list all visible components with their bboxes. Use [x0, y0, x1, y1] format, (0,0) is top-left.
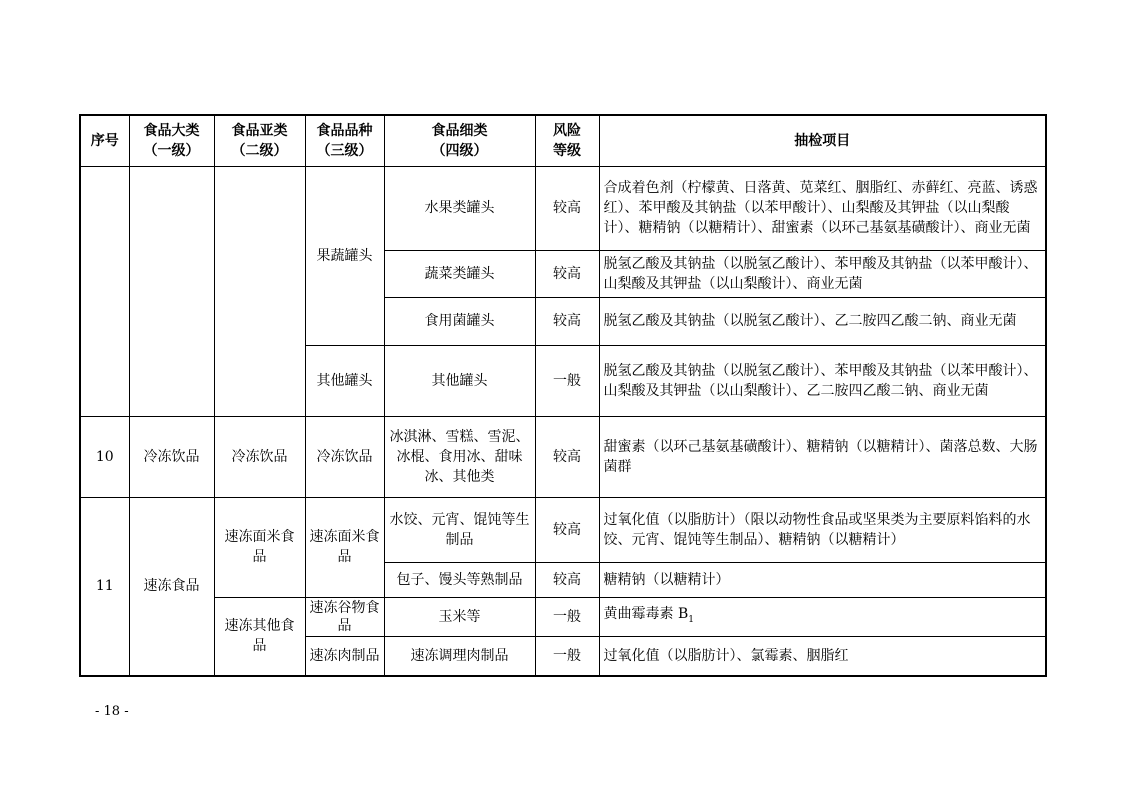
items-cell: 脱氢乙酸及其钠盐（以脱氢乙酸计）、苯甲酸及其钠盐（以苯甲酸计）、山梨酸及其钾盐（以山梨酸计）、商业无菌: [599, 250, 1046, 297]
cat2-cell: 速冻其他食品: [214, 597, 305, 676]
header-cat3: 食品品种 （三级）: [305, 115, 384, 166]
table-row: [80, 416, 1046, 497]
risk-cell: 一般: [535, 636, 599, 676]
items-cell: 合成着色剂（柠檬黄、日落黄、苋菜红、胭脂红、赤藓红、亮蓝、诱惑红）、苯甲酸及其钠盐（以苯甲酸计）、山梨酸及其钾盐（以山梨酸计）、糖精钠（以糖精计）、甜蜜素（以环己基氨基磺酸计）、商业无菌: [599, 166, 1046, 250]
items-cell: 脱氢乙酸及其钠盐（以脱氢乙酸计）、乙二胺四乙酸二钠、商业无菌: [599, 297, 1046, 345]
table-row: [80, 166, 1046, 250]
cat3-cell: 果蔬罐头: [305, 166, 384, 345]
header-seq: 序号: [80, 115, 129, 166]
items-cell: 过氧化值（以脂肪计）（限以动物性食品或坚果类为主要原料馅料的水饺、元宵、馄饨等生制品）、糖精钠（以糖精计）: [599, 497, 1046, 562]
table-row: [80, 497, 1046, 562]
cat4-cell: 其他罐头: [384, 345, 535, 416]
items-cell: 黄曲霉毒素 $B_1$: [599, 597, 1046, 636]
cat1-cell: [129, 166, 214, 416]
risk-cell: 较高: [535, 250, 599, 297]
table-row: [80, 597, 1046, 636]
items-cell: 甜蜜素（以环己基氨基磺酸计）、糖精钠（以糖精计）、菌落总数、大肠菌群: [599, 416, 1046, 497]
items-cell: 脱氢乙酸及其钠盐（以脱氢乙酸计）、苯甲酸及其钠盐（以苯甲酸计）、山梨酸及其钾盐（以山梨酸计）、乙二胺四乙酸二钠、商业无菌: [599, 345, 1046, 416]
header-risk: 风险 等级: [535, 115, 599, 166]
cat4-cell: 冰淇淋、雪糕、雪泥、冰棍、食用冰、甜味冰、其他类: [384, 416, 535, 497]
items-cell: 过氧化值（以脂肪计）、氯霉素、胭脂红: [599, 636, 1046, 676]
risk-cell: 较高: [535, 166, 599, 250]
cat4-cell: 蔬菜类罐头: [384, 250, 535, 297]
seq-cell: [80, 166, 129, 416]
cat3-cell: 速冻面米食品: [305, 497, 384, 597]
items-cell: 糖精钠（以糖精计）: [599, 562, 1046, 597]
cat1-cell: 速冻食品: [129, 497, 214, 676]
risk-cell: 一般: [535, 597, 599, 636]
header-cat1: 食品大类 （一级）: [129, 115, 214, 166]
risk-cell: 较高: [535, 562, 599, 597]
header-row: [80, 115, 1046, 166]
risk-cell: 较高: [535, 497, 599, 562]
cat3-cell: 速冻肉制品: [305, 636, 384, 676]
risk-cell: 较高: [535, 416, 599, 497]
cat2-cell: 速冻面米食品: [214, 497, 305, 597]
cat4-cell: 速冻调理肉制品: [384, 636, 535, 676]
cat2-cell: [214, 166, 305, 416]
cat3-cell: 其他罐头: [305, 345, 384, 416]
cat4-cell: 水果类罐头: [384, 166, 535, 250]
header-cat2: 食品亚类 （二级）: [214, 115, 305, 166]
cat2-cell: 冷冻饮品: [214, 416, 305, 497]
risk-cell: 较高: [535, 297, 599, 345]
cat4-cell: 食用菌罐头: [384, 297, 535, 345]
cat1-cell: 冷冻饮品: [129, 416, 214, 497]
cat4-cell: 包子、馒头等熟制品: [384, 562, 535, 597]
cat3-cell: 冷冻饮品: [305, 416, 384, 497]
header-items: 抽检项目: [599, 115, 1046, 166]
seq-cell: 10: [80, 416, 129, 497]
page-number: - 18 -: [95, 704, 129, 719]
cat4-cell: 玉米等: [384, 597, 535, 636]
inspection-table: [79, 114, 1047, 677]
cat4-cell: 水饺、元宵、馄饨等生制品: [384, 497, 535, 562]
header-cat4: 食品细类 （四级）: [384, 115, 535, 166]
cat3-cell: 速冻谷物食品: [305, 597, 384, 636]
risk-cell: 一般: [535, 345, 599, 416]
seq-cell: 11: [80, 497, 129, 676]
